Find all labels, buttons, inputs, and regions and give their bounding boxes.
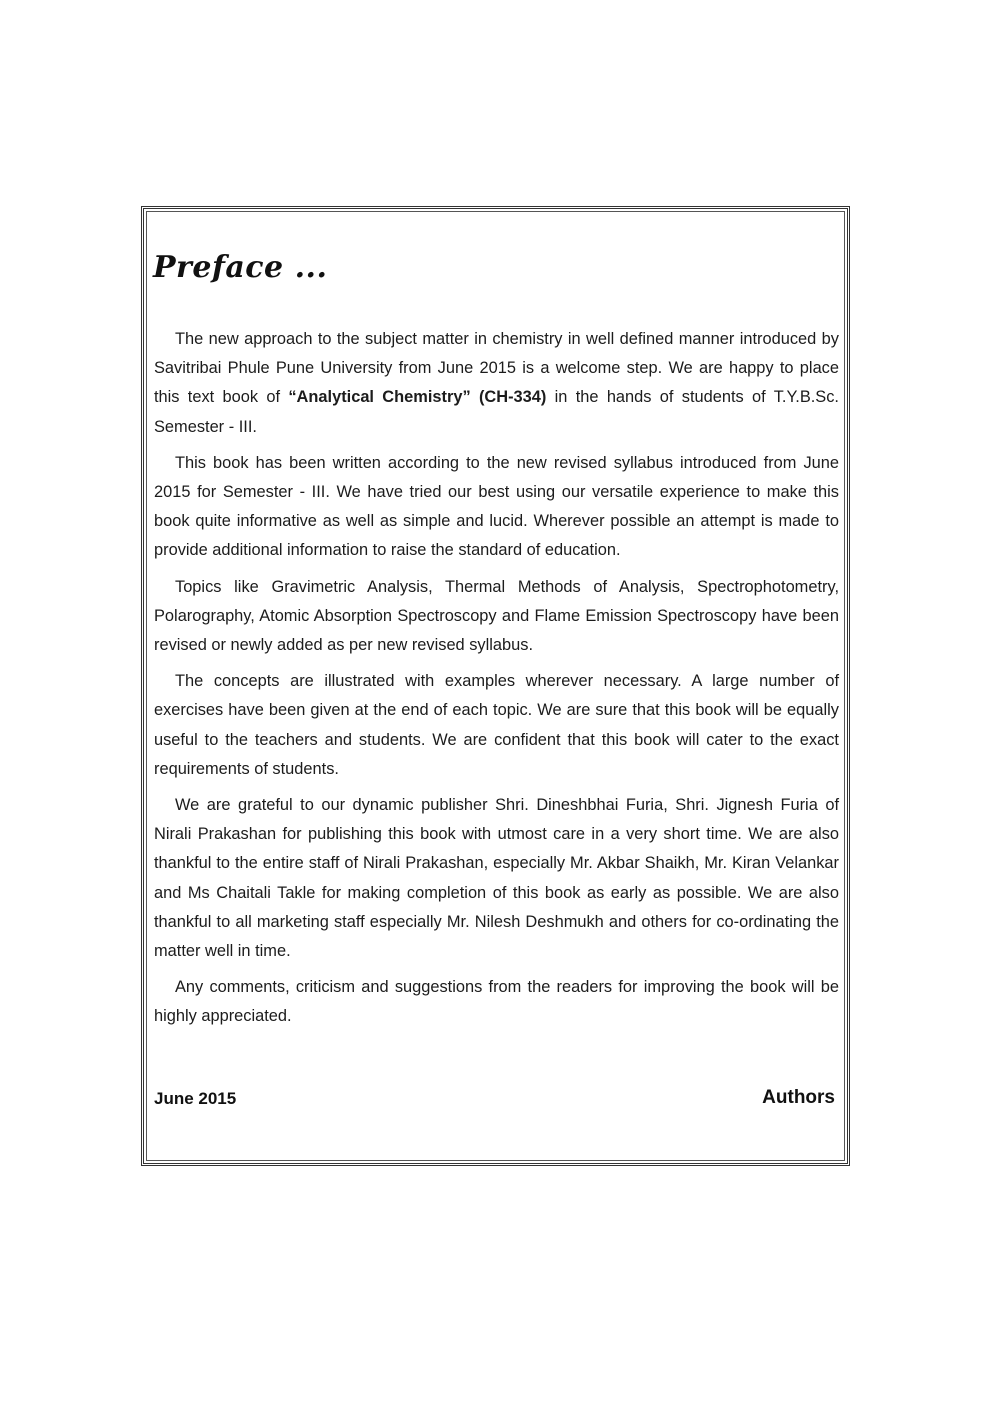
paragraph-3: Topics like Gravimetric Analysis, Thermal Methods of Analysis, Spectrophotometry, Polarography, Atomic Absorption Spectroscopy and Flame Emission Spectroscopy have been revised or newly added as per new revised syllabus. [154,577,839,655]
paragraph-1-text-end: in the hands of students of T.Y.B.Sc. Semester - III. [154,388,839,436]
paragraph-5: We are grateful to our dynamic publisher Shri. Dineshbhai Furia, Shri. Jignesh Furia of Nirali Prakashan for publishing this book with utmost care in a very short time. We are also thankful to the entire staff of Nirali Prakashan, especially Mr. Akbar Shaikh, Mr. Kiran Velankar and Ms Chaitali Takle for making completion of this book as early as possible. We are also thankful to all marketing staff especially Mr. Nilesh Deshmukh and others for co-ordinating the matter well in time. [154,796,839,961]
paragraph-1-text-start: The new approach to the subject matter in chemistry in well defined manner introduced by Savitribai Phule Pune University from June 2015 is a welcome step. We are happy to place this text book of [154,330,839,407]
preface-body [154,325,839,1039]
paragraph-4: The concepts are illustrated with examples wherever necessary. A large number of exercises have been given at the end of each topic. We are sure that this book will be equally useful to the teachers and students. We are confident that this book will cater to the exact requirements of students. [154,672,839,778]
preface-date: June 2015 [154,1089,237,1108]
preface-signature: Authors [762,1087,835,1108]
paragraph-1 [154,325,839,442]
paragraph-2: This book has been written according to the new revised syllabus introduced from June 2015 for Semester - III. We have tried our best using our versatile experience to make this book quite informative as well as simple and lucid. Wherever possible an attempt is made to provide additional information to raise the standard of education. [154,453,839,560]
book-title: “Analytical Chemistry” (CH-334) [288,388,547,407]
paragraph-6: Any comments, criticism and suggestions from the readers for improving the book will be highly appreciated. [154,978,839,1026]
page-title: Preface ... [153,250,328,285]
